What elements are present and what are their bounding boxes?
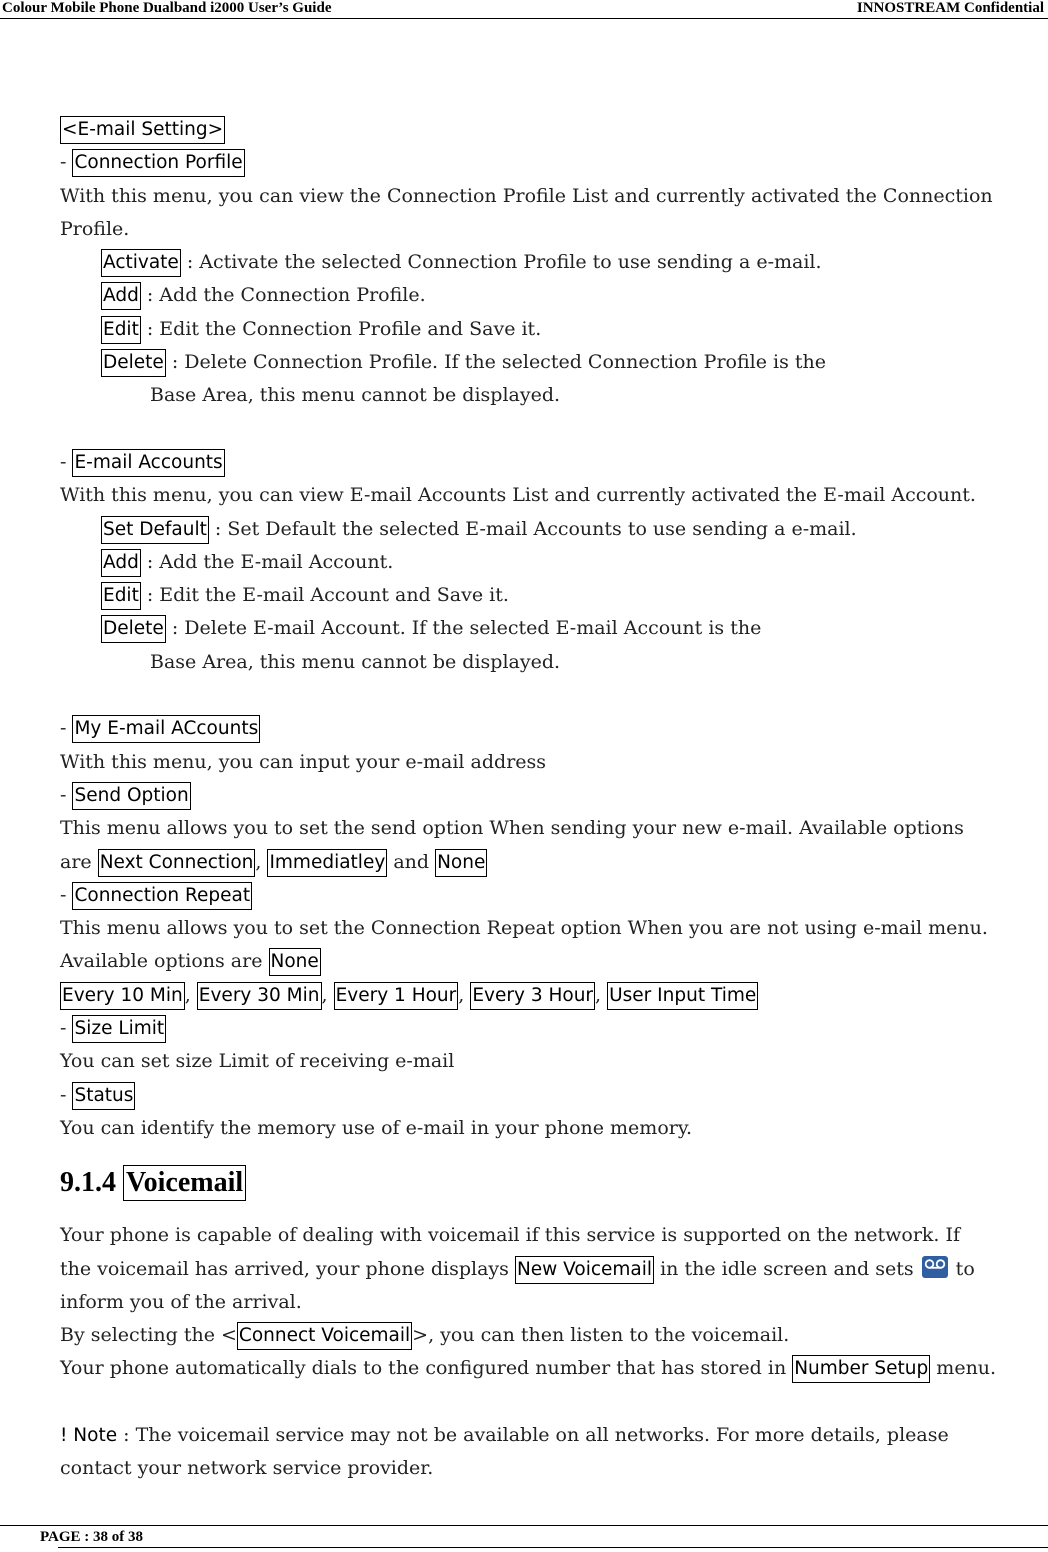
my-email-accounts-heading: - My E-mail ACcounts xyxy=(60,712,1035,745)
option-every-3-hour: Every 3 Hour xyxy=(470,982,595,1010)
size-limit-heading: - Size Limit xyxy=(60,1012,1035,1045)
add-label: Add xyxy=(101,549,141,577)
email-setting-title: <E-mail Setting> xyxy=(60,116,225,144)
list-item: Delete : Delete E-mail Account. If the selected E-mail Account is the xyxy=(60,612,1035,645)
connection-repeat-label: Connection Repeat xyxy=(72,882,252,910)
connection-repeat-desc1: This menu allows you to set the Connection Repeat option When you are not using e-mail menu. xyxy=(60,917,988,940)
status-desc: You can identify the memory use of e-mail in your phone memory. xyxy=(60,1116,693,1139)
send-option-desc1: This menu allows you to set the send option When sending your new e-mail. Available options xyxy=(60,817,964,840)
option-next-connection: Next Connection xyxy=(98,849,256,877)
header-confidential: INNOSTREAM Confidential xyxy=(856,0,1044,16)
option-none: None xyxy=(269,948,321,976)
delete-label: Delete xyxy=(101,615,166,643)
page-header xyxy=(0,0,1048,19)
option-none: None xyxy=(435,849,487,877)
note-label: ! Note xyxy=(60,1424,118,1446)
option-every-1-hour: Every 1 Hour xyxy=(334,982,459,1010)
send-option-desc2: are Next Connection , Immediatley and None xyxy=(60,846,1035,879)
new-voicemail-label: New Voicemail xyxy=(515,1256,654,1284)
list-item: Activate : Activate the selected Connection Profile to use sending a e-mail. xyxy=(60,246,1035,279)
send-option-label: Send Option xyxy=(72,782,190,810)
voicemail-p2: By selecting the <Connect Voicemail >, you can then listen to the voicemail. xyxy=(60,1319,1035,1352)
section-heading-voicemail: 9.1.4 Voicemail xyxy=(60,1153,1035,1213)
list-item: Edit : Edit the E-mail Account and Save it. xyxy=(60,579,1035,612)
edit-label: Edit xyxy=(101,316,141,344)
page-content xyxy=(60,113,1035,1486)
voicemail-title: Voicemail xyxy=(123,1165,246,1201)
size-limit-label: Size Limit xyxy=(72,1015,166,1043)
list-item-continuation: Base Area, this menu cannot be displayed. xyxy=(150,650,561,673)
email-accounts-desc: With this menu, you can view E-mail Accounts List and currently activated the E-mail Account. xyxy=(60,484,976,507)
voicemail-p1b: the voicemail has arrived, your phone displays New Voicemail in the idle screen and sets to xyxy=(60,1253,1035,1286)
my-email-accounts-label: My E-mail ACcounts xyxy=(72,715,260,743)
activate-label: Activate xyxy=(101,249,181,277)
edit-label: Edit xyxy=(101,582,141,610)
page-number: PAGE : 38 of 38 xyxy=(40,1529,144,1545)
option-every-30-min: Every 30 Min xyxy=(197,982,322,1010)
add-label: Add xyxy=(101,282,141,310)
email-accounts-heading: - E-mail Accounts xyxy=(60,446,1035,479)
connection-profile-heading: - Connection Porfile xyxy=(60,146,1035,179)
delete-label: Delete xyxy=(101,349,166,377)
email-accounts-label: E-mail Accounts xyxy=(72,449,224,477)
status-label: Status xyxy=(72,1082,135,1110)
connection-repeat-heading: - Connection Repeat xyxy=(60,879,1035,912)
connection-repeat-desc2: Available options are None xyxy=(60,945,1035,978)
option-user-input-time: User Input Time xyxy=(607,982,758,1010)
list-item-continuation: Base Area, this menu cannot be displayed. xyxy=(150,384,561,407)
voicemail-icon xyxy=(922,1256,948,1278)
connect-voicemail-label: Connect Voicemail xyxy=(237,1322,412,1350)
status-heading: - Status xyxy=(60,1079,1035,1112)
list-item: Add : Add the E-mail Account. xyxy=(60,546,1035,579)
voicemail-p1a: Your phone is capable of dealing with voicemail if this service is supported on the network. If xyxy=(60,1224,961,1247)
header-title: Colour Mobile Phone Dualband i2000 User’s Guide xyxy=(2,0,332,16)
footer-rule xyxy=(58,1547,1048,1548)
option-every-10-min: Every 10 Min xyxy=(60,982,185,1010)
number-setup-label: Number Setup xyxy=(792,1355,930,1383)
list-item: Add : Add the Connection Profile. xyxy=(60,279,1035,312)
option-immediatley: Immediatley xyxy=(267,849,387,877)
voicemail-note: ! Note : The voicemail service may not be available on all networks. For more details, please xyxy=(60,1423,949,1446)
voicemail-p1c: inform you of the arrival. xyxy=(60,1290,302,1313)
connection-repeat-options: Every 10 Min , Every 30 Min , Every 1 Hour , Every 3 Hour , User Input Time xyxy=(60,979,1035,1012)
connection-profile-desc2: Profile. xyxy=(60,217,130,240)
size-limit-desc: You can set size Limit of receiving e-mail xyxy=(60,1050,455,1073)
list-item: Delete : Delete Connection Profile. If the selected Connection Profile is the xyxy=(60,346,1035,379)
connection-profile-desc1: With this menu, you can view the Connection Profile List and currently activated the Connection xyxy=(60,184,993,207)
send-option-heading: - Send Option xyxy=(60,779,1035,812)
set-default-label: Set Default xyxy=(101,516,209,544)
list-item: Set Default : Set Default the selected E-mail Accounts to use sending a e-mail. xyxy=(60,513,1035,546)
list-item: Edit : Edit the Connection Profile and Save it. xyxy=(60,313,1035,346)
page-footer xyxy=(0,1525,1048,1552)
voicemail-note-cont: contact your network service provider. xyxy=(60,1457,434,1480)
my-email-accounts-desc: With this menu, you can input your e-mail address xyxy=(60,750,547,773)
email-setting-title-line xyxy=(60,113,1035,146)
connection-profile-label: Connection Porfile xyxy=(72,149,244,177)
voicemail-p3: Your phone automatically dials to the configured number that has stored in Number Setup menu. xyxy=(60,1352,1035,1385)
